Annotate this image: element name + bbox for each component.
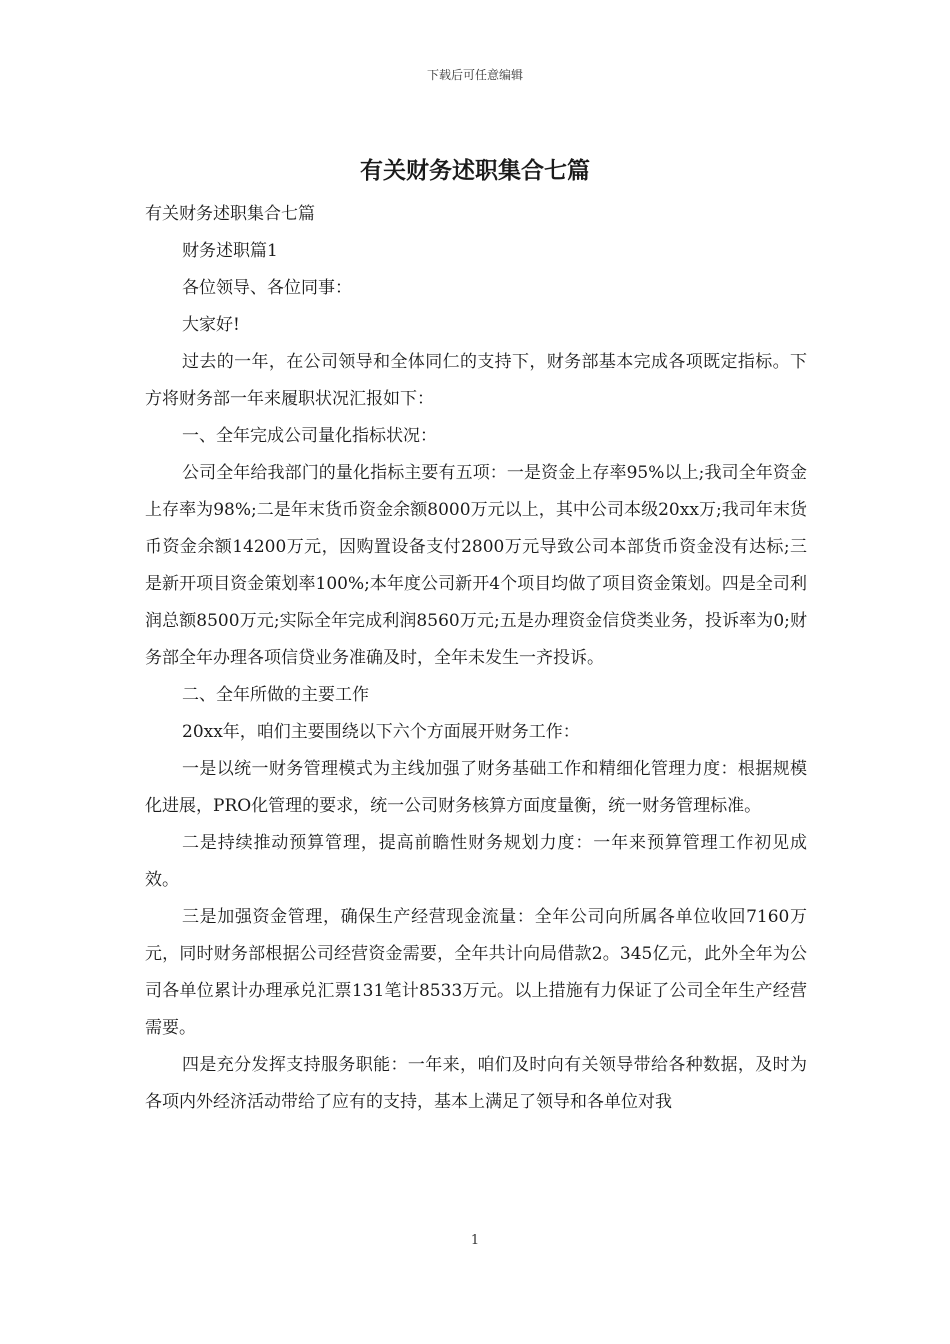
- document-title: 有关财务述职集合七篇: [360, 157, 590, 184]
- paragraph: 大家好!: [182, 315, 240, 335]
- document-body: [145, 196, 807, 1121]
- paragraph: 三是加强资金管理，确保生产经营现金流量：全年公司向所属各单位收回7160万元，同时财务部根据公司经营资金需要，全年共计向局借款2。345亿元，此外全年为公司各单位累计办理承兑汇票131笔计8533万元。以上措施有力保证了公司全年生产经营需要。: [145, 907, 807, 1038]
- paragraph: 20xx年，咱们主要围绕以下六个方面展开财务工作：: [182, 722, 580, 742]
- header-note: 下载后可任意编辑: [426, 68, 523, 82]
- paragraph: 二是持续推动预算管理，提高前瞻性财务规划力度：一年来预算管理工作初见成效。: [145, 833, 807, 890]
- paragraph: 二、全年所做的主要工作: [182, 685, 369, 705]
- paragraph: 公司全年给我部门的量化指标主要有五项：一是资金上存率95%以上;我司全年资金上存率为98%;二是年末货币资金余额8000万元以上，其中公司本级20xx万;我司年末货币资金余额14200万元，因购置设备支付2800万元导致公司本部货币资金没有达标;三是新开项目资金策划率100%;本年度公司新开4个项目均做了项目资金策划。四是全司利润总额8500万元;实际全年完成利润8560万元;五是办理资金信贷类业务，投诉率为0;财务部全年办理各项信贷业务准确及时，全年未发生一齐投诉。: [145, 463, 807, 668]
- paragraph: 财务述职篇1: [182, 241, 278, 261]
- paragraph: 各位领导、各位同事：: [182, 278, 352, 298]
- paragraph: 一是以统一财务管理模式为主线加强了财务基础工作和精细化管理力度：根据规模化进展，PRO化管理的要求，统一公司财务核算方面度量衡，统一财务管理标准。: [145, 759, 807, 816]
- paragraph: 四是充分发挥支持服务职能：一年来，咱们及时向有关领导带给各种数据，及时为各项内外经济活动带给了应有的支持，基本上满足了领导和各单位对我: [145, 1055, 807, 1112]
- page-number: 1: [470, 1233, 480, 1248]
- paragraph: 有关财务述职集合七篇: [145, 204, 315, 224]
- paragraph: 一、全年完成公司量化指标状况：: [182, 426, 437, 446]
- paragraph: 过去的一年，在公司领导和全体同仁的支持下，财务部基本完成各项既定指标。下方将财务部一年来履职状况汇报如下：: [145, 352, 807, 409]
